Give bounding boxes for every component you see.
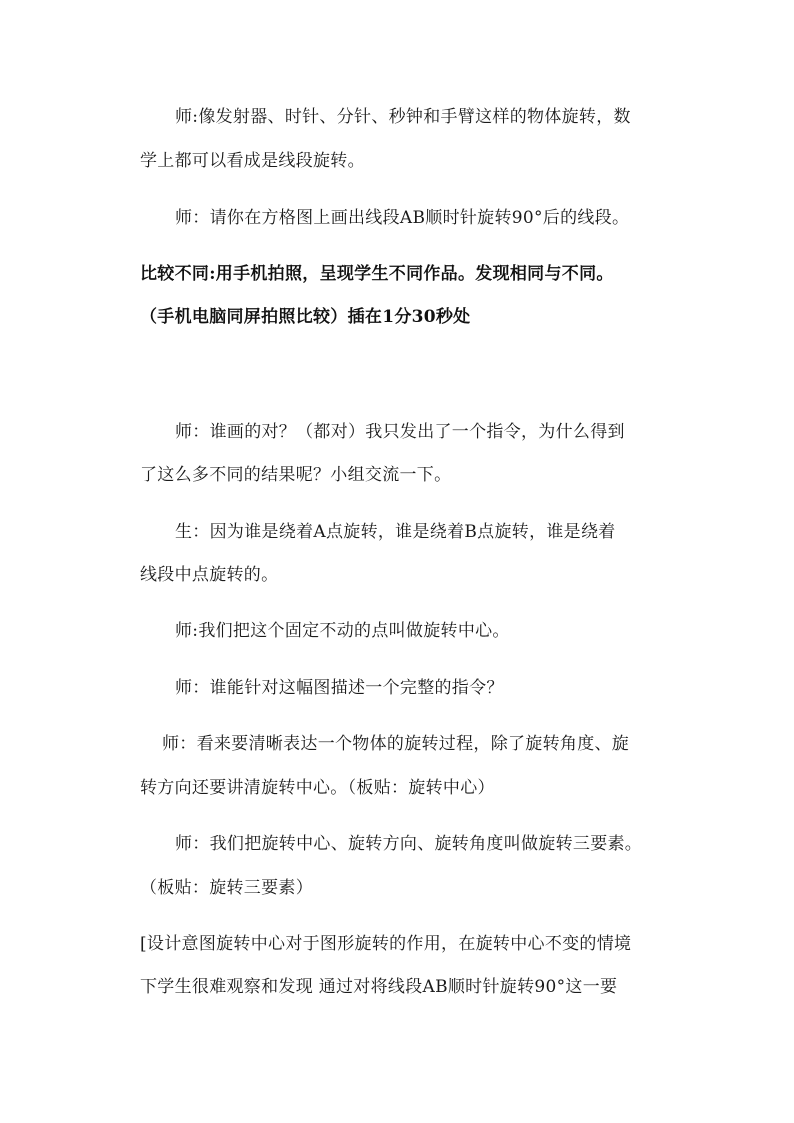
paragraph-1-line-2: 学上都可以看成是线段旋转。 [140, 151, 365, 171]
paragraph-8-line-2: 转方向还要讲清旋转中心。（板贴：旋转中心） [140, 778, 495, 798]
paragraph-9-line-2: （板贴：旋转三要素） [140, 878, 313, 898]
paragraph-5-line-1: 生：因为谁是绕着A点旋转，谁是绕着B点旋转，谁是绕着 [175, 522, 616, 542]
paragraph-3-line-2: （手机电脑同屏拍照比较）插在1分30秒处 [140, 307, 471, 327]
paragraph-4-line-2: 了这么多不同的结果呢？小组交流一下。 [140, 465, 452, 485]
paragraph-7-line-1: 师：谁能针对这幅图描述一个完整的指令？ [175, 678, 504, 698]
paragraph-10-line-2: 下学生很难观察和发现 通过对将线段AB顺时针旋转90°这一要 [140, 977, 618, 997]
paragraph-6-line-1: 师:我们把这个固定不动的点叫做旋转中心。 [175, 621, 510, 641]
paragraph-10-line-1: [设计意图旋转中心对于图形旋转的作用，在旋转中心不变的情境 [140, 934, 632, 954]
paragraph-3-line-1: 比较不同:用手机拍照，呈现学生不同作品。发现相同与不同。 [140, 264, 614, 284]
paragraph-2-line-1: 师：请你在方格图上画出线段AB顺时针旋转90°后的线段。 [175, 208, 630, 228]
paragraph-1-line-1: 师:像发射器、时针、分针、秒钟和手臂这样的物体旋转，数 [175, 107, 631, 127]
paragraph-9-line-1: 师：我们把旋转中心、旋转方向、旋转角度叫做旋转三要素。 [175, 834, 643, 854]
paragraph-4-line-1: 师：谁画的对？（都对）我只发出了一个指令，为什么得到 [175, 422, 625, 442]
paragraph-5-line-2: 线段中点旋转的。 [140, 565, 279, 585]
paragraph-8-line-1: 师：看来要清晰表达一个物体的旋转过程，除了旋转角度、旋 [162, 734, 630, 754]
